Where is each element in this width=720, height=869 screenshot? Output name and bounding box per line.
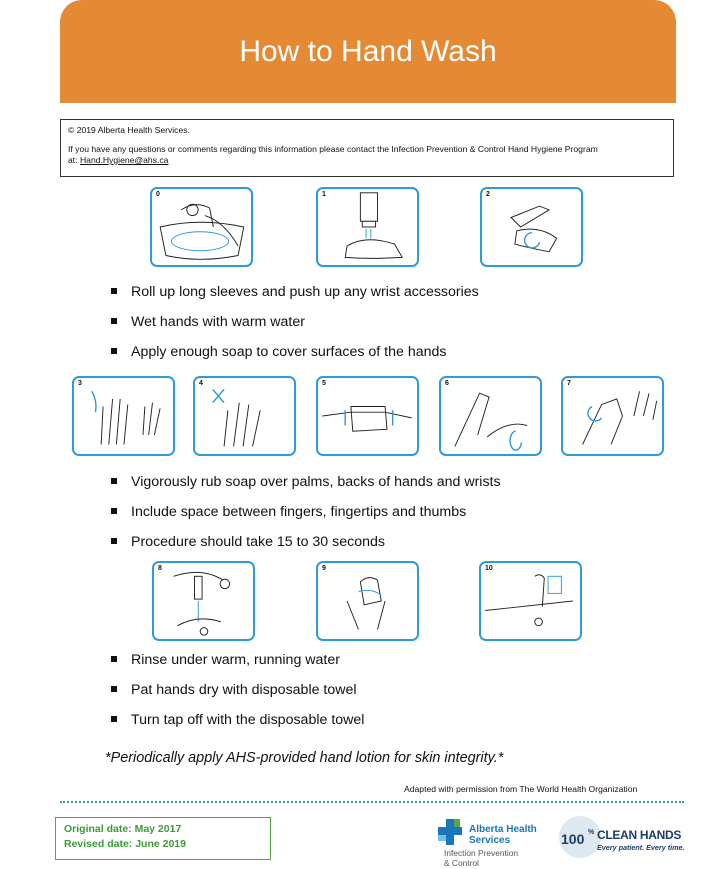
- badge-percent: %: [588, 829, 595, 836]
- fingertips-rub-icon: [441, 378, 540, 454]
- step-0-illustration: [150, 187, 253, 267]
- ahs-name-line1: Alberta Health: [469, 824, 537, 835]
- tap-water-icon: [318, 189, 417, 265]
- title-banner: [60, 0, 676, 103]
- step-9-illustration: [316, 561, 419, 641]
- list-item: Rinse under warm, running water: [111, 650, 364, 680]
- step-number: 2: [486, 191, 490, 198]
- list-item: Include space between fingers, fingertips and thumbs: [111, 502, 501, 532]
- list-item: Roll up long sleeves and push up any wrist accessories: [111, 282, 479, 312]
- lotion-note: *Periodically apply AHS-provided hand lotion for skin integrity.*: [105, 750, 504, 766]
- rinse-tap-icon: [154, 563, 253, 639]
- list-item: Vigorously rub soap over palms, backs of hands and wrists: [111, 472, 501, 502]
- list-item: Pat hands dry with disposable towel: [111, 680, 364, 710]
- step-3-illustration: [72, 376, 175, 456]
- original-date: Original date: May 2017: [64, 823, 182, 835]
- step-5-illustration: [316, 376, 419, 456]
- contact-email-line: [68, 155, 666, 166]
- ahs-logo: [436, 815, 546, 869]
- copyright-notice: [60, 119, 674, 177]
- dry-hands-icon: [318, 563, 417, 639]
- soap-hands-icon: [482, 189, 581, 265]
- contact-text: If you have any questions or comments regarding this information please contact the Infection Prevention & Control Hand Hygiene Program: [68, 144, 598, 154]
- email-prefix: at:: [68, 155, 80, 165]
- bullet-list-scrub: [111, 472, 501, 562]
- step-number: 4: [199, 380, 203, 387]
- badge-number: 100: [561, 831, 585, 847]
- step-number: 0: [156, 191, 160, 198]
- copyright-text: © 2019 Alberta Health Services.: [68, 125, 190, 135]
- date-box: [55, 817, 271, 860]
- clean-hands-tagline: Every patient. Every time.: [597, 843, 685, 852]
- step-number: 10: [485, 565, 493, 572]
- bullet-list-prep: [111, 282, 479, 372]
- step-4-illustration: [193, 376, 296, 456]
- email-link[interactable]: Hand.Hygiene@ahs.ca: [79, 155, 169, 165]
- list-item: Wet hands with warm water: [111, 312, 479, 342]
- step-number: 1: [322, 191, 326, 198]
- step-number: 9: [322, 565, 326, 572]
- list-item: Apply enough soap to cover surfaces of the hands: [111, 342, 479, 372]
- sink-sleeves-icon: [152, 189, 251, 265]
- page-title: How to Hand Wash: [239, 34, 497, 68]
- turn-off-tap-icon: [481, 563, 580, 639]
- clean-hands-title: CLEAN HANDS: [597, 828, 682, 842]
- ahs-name-line2: Services: [469, 835, 511, 846]
- step-number: 8: [158, 565, 162, 572]
- ahs-department: [444, 848, 518, 868]
- step-number: 6: [445, 380, 449, 387]
- step-number: 5: [322, 380, 326, 387]
- ahs-department-line1: Infection Prevention: [444, 848, 519, 858]
- bullet-list-finish: [111, 650, 364, 740]
- step-number: 7: [567, 380, 571, 387]
- attribution: Adapted with permission from The World Health Organization: [404, 784, 638, 794]
- step-1-illustration: [316, 187, 419, 267]
- step-8-illustration: [152, 561, 255, 641]
- ahs-department-line2: & Control: [444, 858, 479, 868]
- interlace-fingers-icon: [318, 378, 417, 454]
- clean-hands-logo: [557, 814, 691, 862]
- palm-rub-icon: [74, 378, 173, 454]
- medical-cross-icon: [436, 817, 466, 847]
- back-of-hands-icon: [195, 378, 294, 454]
- step-7-illustration: [561, 376, 664, 456]
- thumb-rub-icon: [563, 378, 662, 454]
- ahs-name: [469, 824, 537, 846]
- list-item: Procedure should take 15 to 30 seconds: [111, 532, 501, 562]
- step-2-illustration: [480, 187, 583, 267]
- step-number: 3: [78, 380, 82, 387]
- step-10-illustration: [479, 561, 582, 641]
- list-item: Turn tap off with the disposable towel: [111, 710, 364, 740]
- revised-date: Revised date: June 2019: [64, 838, 186, 850]
- step-6-illustration: [439, 376, 542, 456]
- footer-divider: [60, 801, 684, 803]
